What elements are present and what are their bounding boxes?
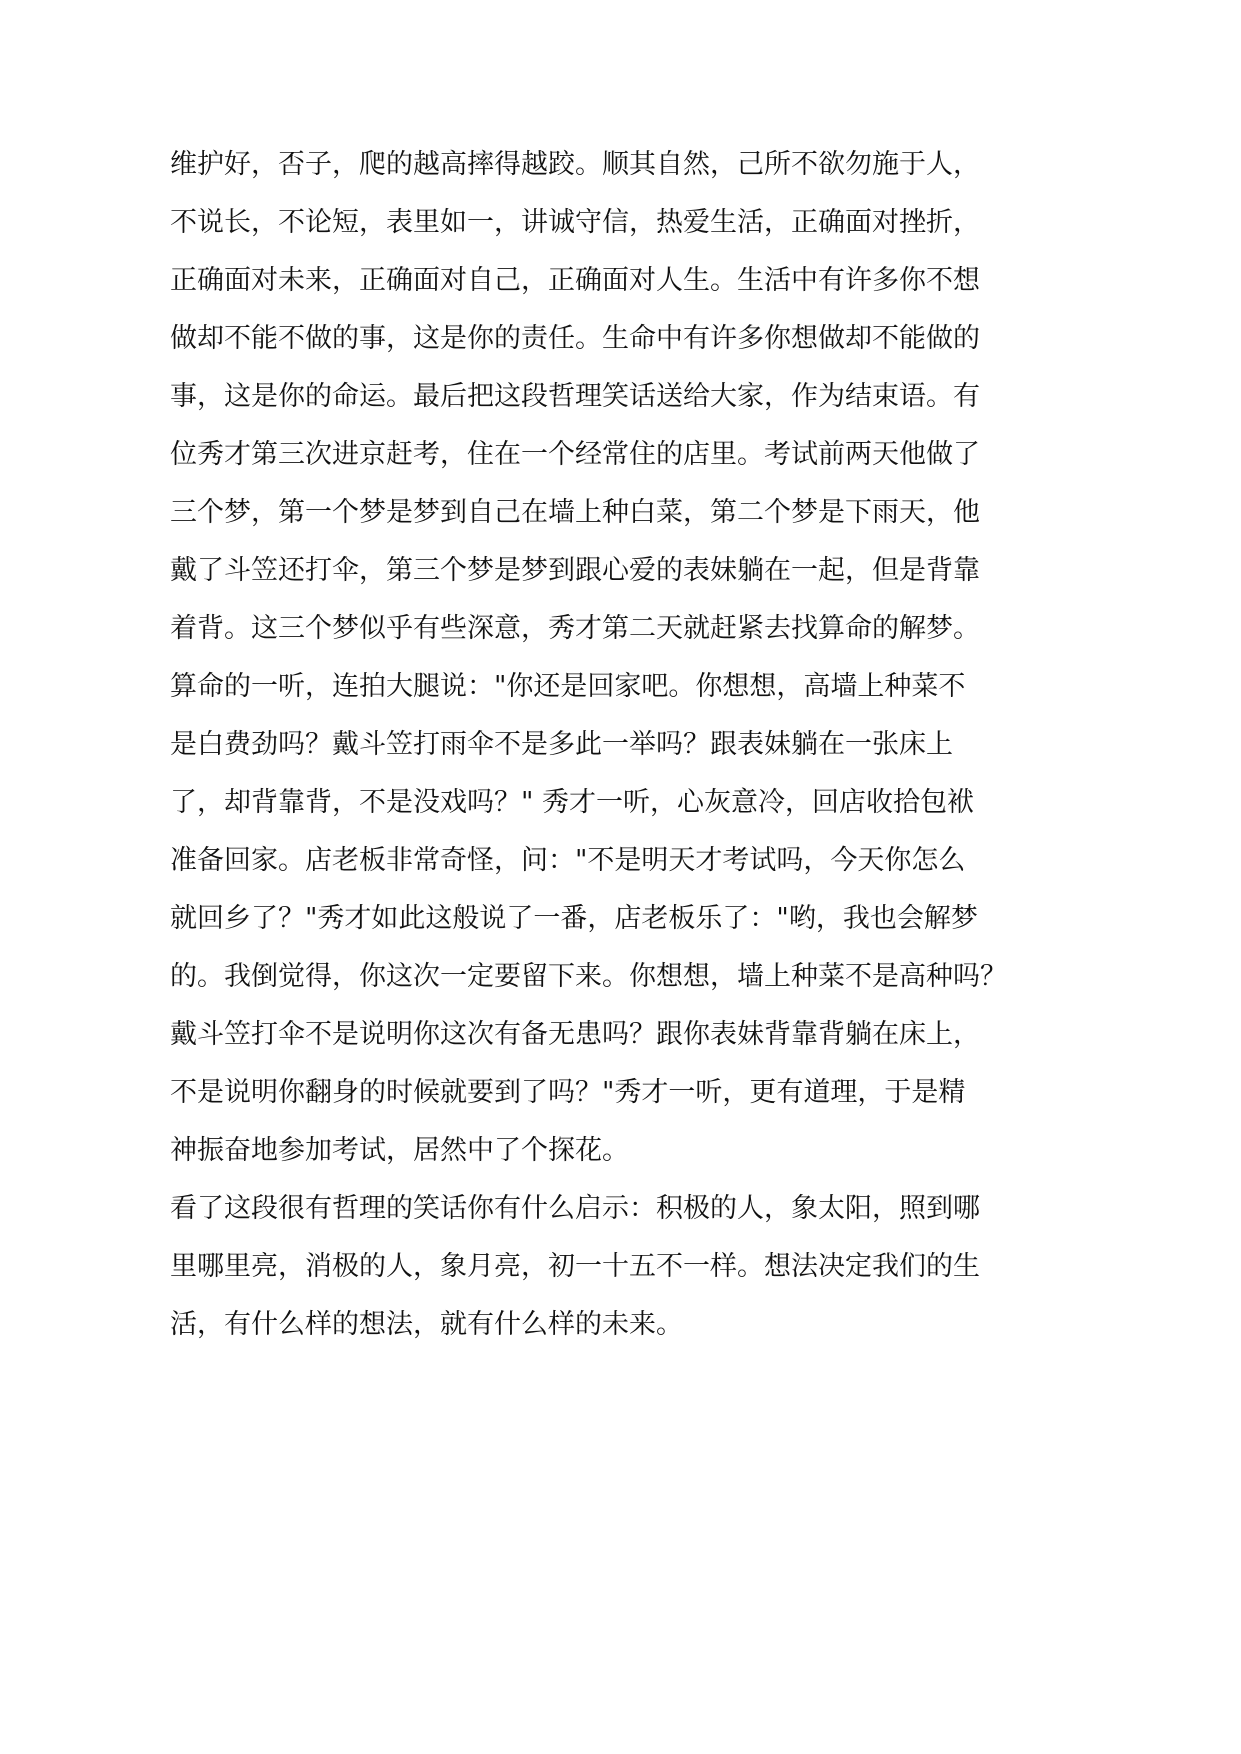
text-line: 不说长，不论短，表里如一，讲诚守信，热爱生活，正确面对挫折， — [170, 207, 980, 238]
text-line: 神振奋地参加考试，居然中了个探花。 — [170, 1135, 629, 1166]
text-line: 位秀才第三次进京赶考，住在一个经常住的店里。考试前两天他做了 — [170, 439, 980, 470]
text-line: 不是说明你翻身的时候就要到了吗？"秀才一听，更有道理，于是精 — [170, 1077, 966, 1108]
text-line: 活，有什么样的想法，就有什么样的未来。 — [170, 1309, 683, 1340]
text-line: 着背。这三个梦似乎有些深意，秀才第二天就赶紧去找算命的解梦。 — [170, 613, 980, 644]
text-line: 戴斗笠打伞不是说明你这次有备无患吗？跟你表妹背靠背躺在床上， — [170, 1019, 980, 1050]
text-line: 三个梦，第一个梦是梦到自己在墙上种白菜，第二个梦是下雨天，他 — [170, 497, 980, 528]
text-line: 做却不能不做的事，这是你的责任。生命中有许多你想做却不能做的 — [170, 323, 980, 354]
text-line: 里哪里亮，消极的人，象月亮，初一十五不一样。想法决定我们的生 — [170, 1251, 980, 1282]
text-line: 事，这是你的命运。最后把这段哲理笑话送给大家，作为结束语。有 — [170, 381, 980, 412]
text-line: 了，却背靠背，不是没戏吗？" 秀才一听，心灰意冷，回店收拾包袱 — [170, 787, 975, 818]
text-line: 维护好，否子，爬的越高摔得越跤。顺其自然，己所不欲勿施于人， — [170, 149, 980, 180]
text-line: 准备回家。店老板非常奇怪，问："不是明天才考试吗，今天你怎么 — [170, 845, 966, 876]
text-line: 就回乡了？"秀才如此这般说了一番，店老板乐了："哟，我也会解梦 — [170, 903, 978, 934]
text-line: 的。我倒觉得，你这次一定要留下来。你想想，墙上种菜不是高种吗？ — [170, 961, 1007, 992]
text-line: 戴了斗笠还打伞，第三个梦是梦到跟心爱的表妹躺在一起，但是背靠 — [170, 555, 980, 586]
text-line: 正确面对未来，正确面对自己，正确面对人生。生活中有许多你不想 — [170, 265, 980, 296]
text-line: 算命的一听，连拍大腿说："你还是回家吧。你想想，高墙上种菜不 — [170, 671, 966, 702]
text-line: 是白费劲吗？戴斗笠打雨伞不是多此一举吗？跟表妹躺在一张床上 — [170, 729, 953, 760]
text-line: 看了这段很有哲理的笑话你有什么启示：积极的人，象太阳，照到哪 — [170, 1193, 980, 1224]
document-body — [170, 142, 1007, 1360]
